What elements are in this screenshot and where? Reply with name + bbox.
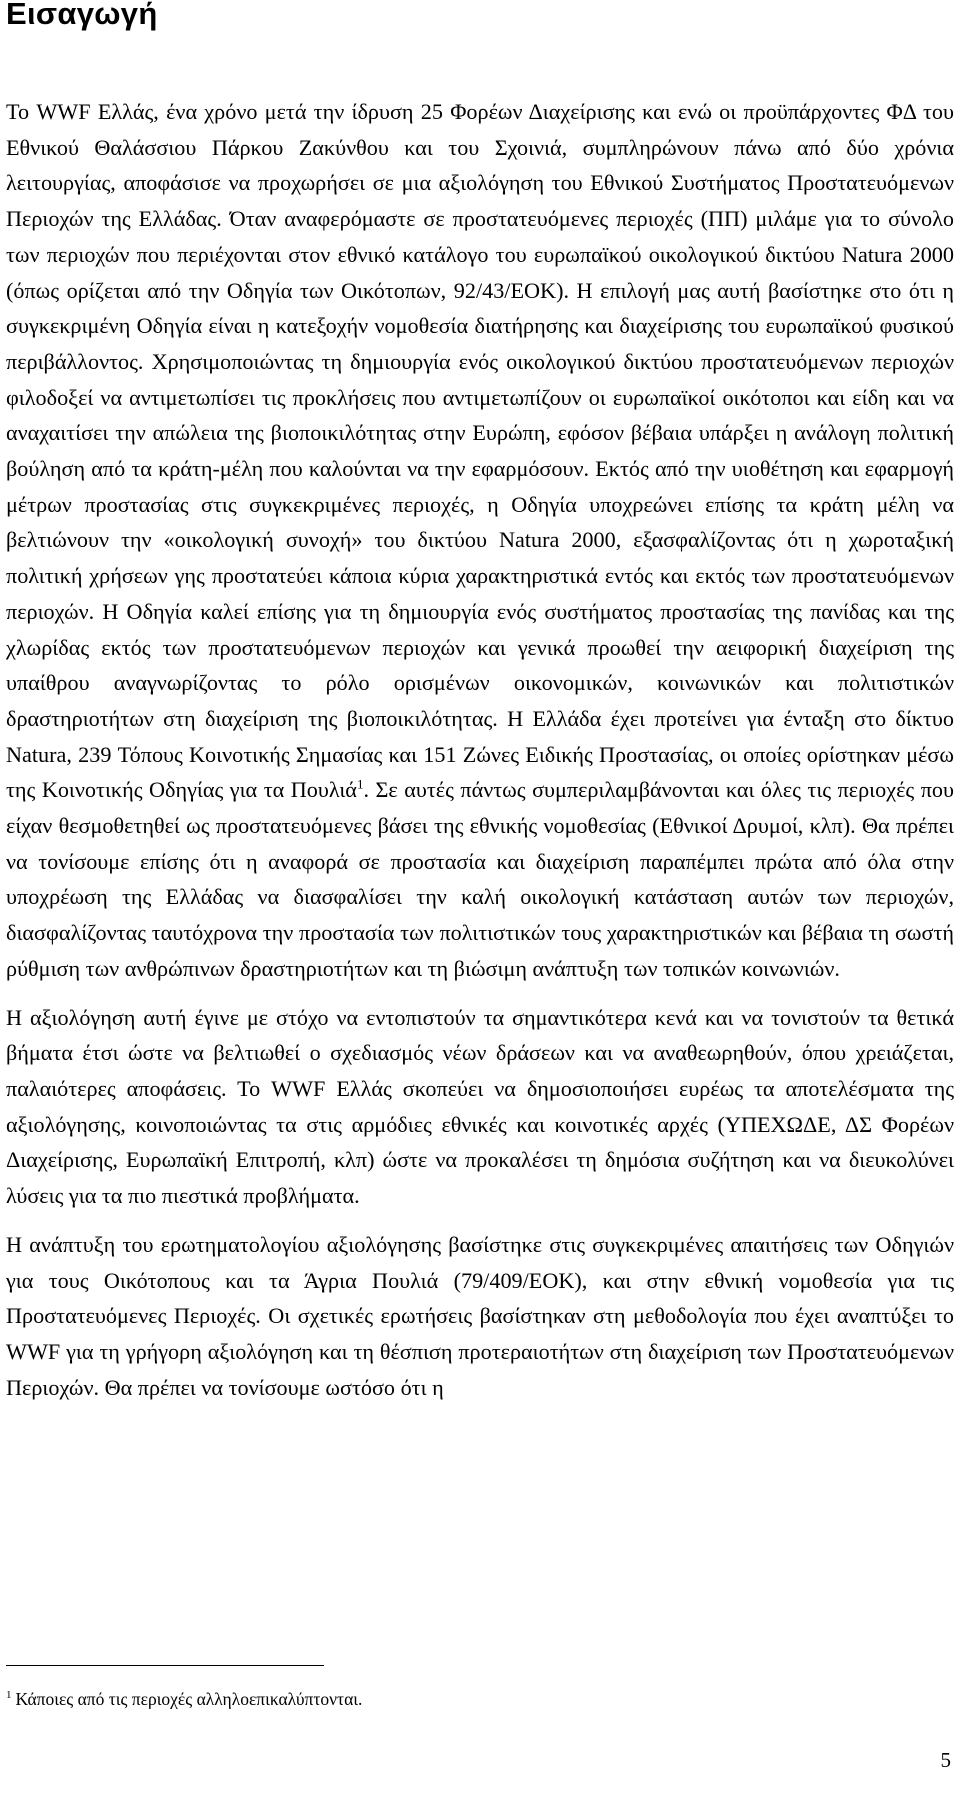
paragraph-1-text: Το WWF Ελλάς, ένα χρόνο μετά την ίδρυση 25 Φορέων Διαχείρισης και ενώ οι προϋπάρχοντες ΦΔ του Εθνικού Θαλάσσιου Πάρκου Ζακύνθου και του Σχοινιά, συμπληρώνουν πάνω από δύο χρόνια λειτουργίας, αποφάσισε να προχωρήσει σε μια αξιολόγηση του Εθνικού Συστήματος Προστατευόμενων Περιοχών της Ελλάδας. Όταν αναφερόμαστε σε προστατευόμενες περιοχές (ΠΠ) μιλάμε για το σύνολο των περιοχών που περιέχονται στον εθνικό κατάλογο του ευρωπαϊκού οικολογικού δικτύου Natura 2000 (όπως ορίζεται από την Οδηγία των Οικότοπων, 92/43/ΕΟΚ). Η επιλογή μας αυτή βασίστηκε στο ότι η συγκεκριμένη Οδηγία είναι η κατεξοχήν νομοθεσία διατήρησης και διαχείρισης του ευρωπαϊκού φυσικού περιβάλλοντος. Χρησιμοποιώντας τη δημιουργία ενός οικολογικού δικτύου προστατευόμενων περιοχών φιλοδοξεί να αντιμετωπίσει τις προκλήσεις που αντιμετωπίζουν οι ευρωπαϊκοί οικότοποι και είδη και να αναχαιτίσει την απώλεια της βιοποικιλότητας στην Ευρώπη, εφόσον βέβαια υπάρξει η ανάλογη πολιτική βούληση από τα κράτη-μέλη που καλούνται να την εφαρμόσουν. Εκτός από την υιοθέτηση και εφαρμογή μέτρων προστασίας στις συγκεκριμένες περιοχές, η Οδηγία υποχρεώνει επίσης τα κράτη μέλη να βελτιώνουν την «οικολογική συνοχή» του δικτύου Natura 2000, εξασφαλίζοντας ότι η χωροταξική πολιτική χρήσεων γης προστατεύει κάποια κύρια χαρακτηριστικά εντός και εκτός των προστατευόμενων περιοχών. Η Οδηγία καλεί επίσης για τη δημιουργία ενός συστήματος προστασίας της πανίδας και της χλωρίδας εκτός των προστατευόμενων περιοχών και γενικά προωθεί την αειφορική διαχείριση της υπαίθρου αναγνωρίζοντας το ρόλο ορισμένων οικονομικών, κοινωνικών και πολιτιστικών δραστηριοτήτων στη διαχείριση της βιοποικιλότητας. Η Ελλάδα έχει προτείνει για ένταξη στο δίκτυο Natura, 239 Τόπους Κοινοτικής Σημασίας και 151 Ζώνες Ειδικής Προστασίας, οι οποίες ορίστηκαν μέσω της Κοινοτικής Οδηγίας για τα Πουλιά — [6, 99, 954, 803]
paragraph-1-continuation: . Σε αυτές πάντως συμπεριλαμβάνονται και όλες τις περιοχές που είχαν θεσμοθετηθεί ως προστατευόμενες βάσει της εθνικής νομοθεσίας (Εθνικοί Δρυμοί, κλπ). Θα πρέπει να τονίσουμε επίσης ότι η αναφορά σε προστασία και διαχείριση παραπέμπει πρώτα από όλα στην υποχρέωση της Ελλάδας να διασφαλίσει την καλή οικολογική κατάσταση αυτών των περιοχών, διασφαλίζοντας ταυτόχρονα την προστασία των πολιτιστικών τους χαρακτηριστικών και βέβαια τη σωστή ρύθμιση των ανθρώπινων δραστηριοτήτων και τη βιώσιμη ανάπτυξη των τοπικών κοινωνιών. — [6, 777, 954, 981]
paragraph-2: Η αξιολόγηση αυτή έγινε με στόχο να εντοπιστούν τα σημαντικότερα κενά και να τονιστούν τα θετικά βήματα έτσι ώστε να βελτιωθεί ο σχεδιασμός νέων δράσεων και να αναθεωρηθούν, όπου χρειάζεται, παλαιότερες αποφάσεις. Το WWF Ελλάς σκοπεύει να δημοσιοποιήσει ευρέως τα αποτελέσματα της αξιολόγησης, κοινοποιώντας τα στις αρμόδιες εθνικές και κοινοτικές αρχές (ΥΠΕΧΩΔΕ, ΔΣ Φορέων Διαχείρισης, Ευρωπαϊκή Επιτροπή, κλπ) ώστε να προκαλέσει τη δημόσια συζήτηση και να διευκολύνει λύσεις για τα πιο πιεστικά προβλήματα. — [6, 1004, 954, 1209]
paragraph-1 — [6, 94, 954, 987]
paragraph-3: Η ανάπτυξη του ερωτηματολογίου αξιολόγησης βασίστηκε στις συγκεκριμένες απαιτήσεις των Οδηγιών για τους Οικότοπους και τα Άγρια Πουλιά (79/409/ΕΟΚ), και στην εθνική νομοθεσία για τις Προστατευόμενες Περιοχές. Οι σχετικές ερωτήσεις βασίστηκαν στη μεθοδολογία που έχει αναπτύξει το WWF για τη γρήγορη αξιολόγηση και τη θέσπιση προτεραιοτήτων στη διαχείριση των Προστατευόμενων Περιοχών. Θα πρέπει να τονίσουμε ωστόσο ότι η — [6, 1231, 954, 1400]
body-text — [6, 94, 954, 1418]
footnote — [6, 1688, 362, 1710]
footnote-text: Κάποιες από τις περιοχές αλληλοεπικαλύπτονται. — [15, 1689, 363, 1709]
footnote-separator — [6, 1665, 324, 1666]
footnote-reference[interactable]: 1 — [356, 776, 364, 792]
page-number: 5 — [940, 1748, 951, 1772]
footnote-number: 1 — [6, 1689, 12, 1702]
section-heading: Εισαγωγή — [6, 0, 158, 31]
